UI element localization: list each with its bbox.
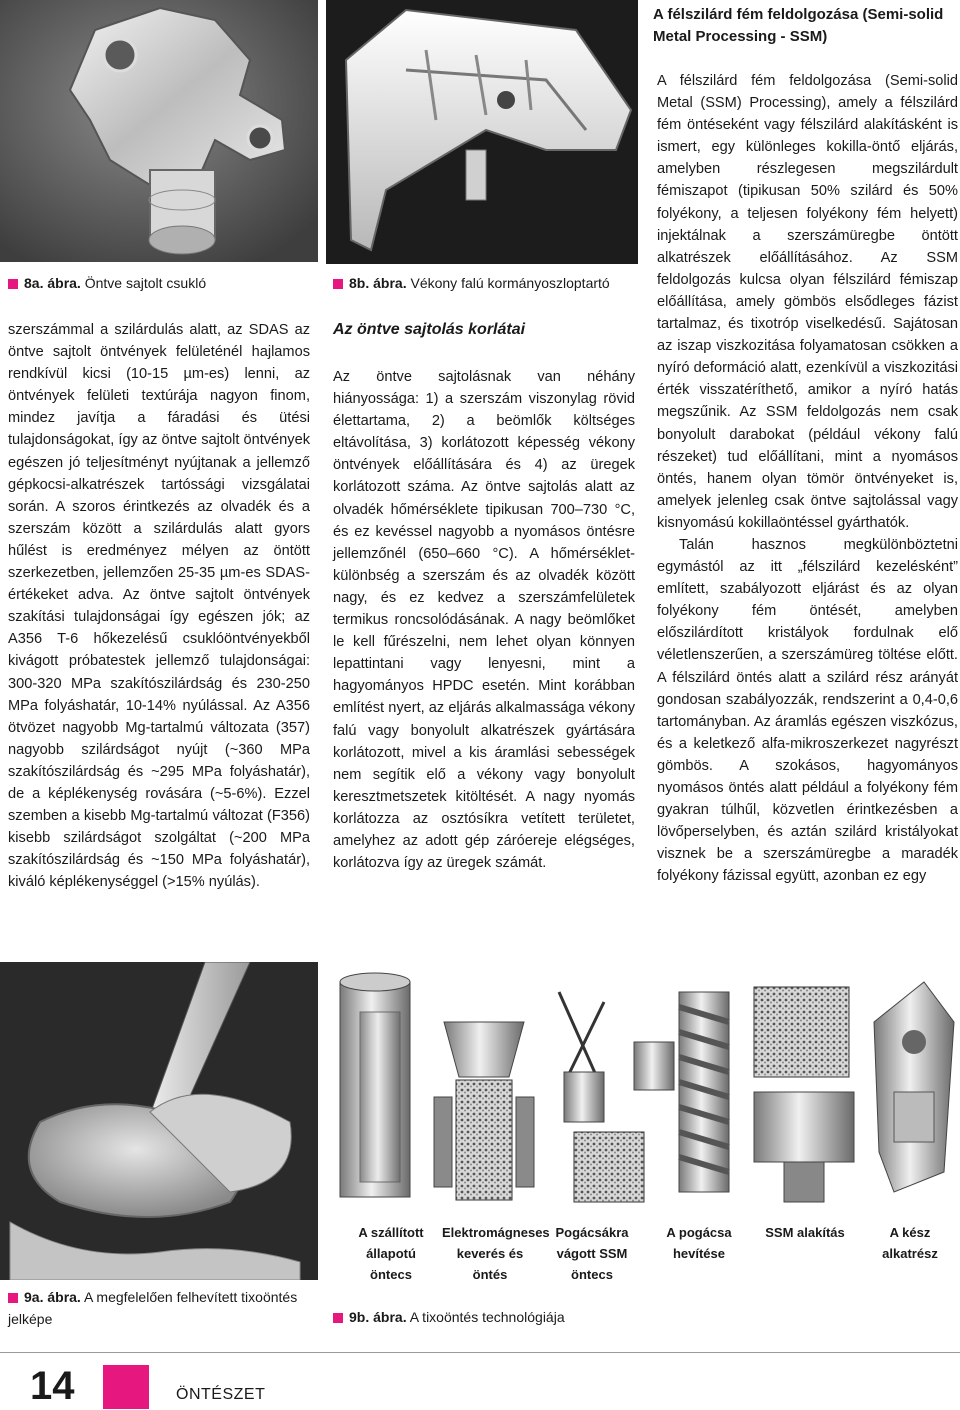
figure-9a-caption <box>8 1286 318 1330</box>
thixocasting-process-diagram <box>334 962 960 1212</box>
figure-8a-photo <box>0 0 318 262</box>
stage-heating-graphic <box>679 992 729 1192</box>
footer-divider <box>0 1352 960 1353</box>
figure-8a-label: 8a. ábra. <box>24 275 81 291</box>
body-paragraph: szerszámmal a szilárdulás alatt, az SDAS az öntve sajtolt öntvények felületénél hajlamos rendkívül kicsi (10-15 µm-es) lenni, az öntvények felületi textúrája nagyon finom, mindez javítja a fáradási és ütési tulajdonságokat, így az öntve sajtolt öntvények egészen jó teljesítményt nyújtanak a jellemző gépkocsi-alkatrészek tartóssági vizsgálatai során. A szoros érintkezés az olvadék és a szerszám között a szilárdulás alatt gyors hűlést is eredményez mélyen az öntött szerkezetben, jellemzően 25-35 µm-es SDAS-értékeket adva. Az öntve sajtolt öntvények szakítási tulajdonságai így egészen jók; az A356 T-6 hőkezelésű csuklóöntvényekből kivágott próbatestek jellemző tulajdonságai: 300-320 MPa szakítószilárdság és 230-250 MPa folyáshatár, 10-14% nyúlással. Az A356 ötvözet nagyobb Mg-tartalmú változata (357) nagyobb szilárdságot nyújt (~360 MPa szakítószilárdság és ~295 MPa folyáshatár), de a képlékenység rovására (~5-6%). Ezzel szemben a kisebb Mg-tartalmú változat (F356) kisebb szilárdságot szolgáltat (~200 MPa szakítószilárdság és ~150 MPa folyáshatár), kiváló képlékenységgel (>15% nyúlás). <box>8 322 310 891</box>
stage-finished-part-graphic <box>874 982 954 1192</box>
process-stage-label-6: A kész alkatrész <box>882 1225 938 1261</box>
body-paragraph: Az öntve sajtolásnak van néhány hiányossága: 1) a szerszám viszonylag rövid élettartama, 2) a beömlők költséges eltávolítása, 3) korlátozott képesség vékony öntvények előállítására és 4) az üregek korlátozott száma. Az öntve sajtolás alatt az olvadék hőmérséklete tipikusan 700–730 °C, és ez kevéssel nagyobb a nyomásos öntésre jellemzőnél (650–660 °C). A hőmérséklet-különbség a szerszám és az olvadék között nagy, és ez kedvez a szerszámfelületek termikus roncsolódásának. A nagy beömlőket le kell fűrészelni, nem lehet olyan könnyen lepattintani vagy lenyesni, mint a hagyományos HPDC esetén. Mint korábban említést nyert, az eljárás alkalmassága vékony falú vagy bonyolult alkatrészek gyártására korlátozott, mivel a kis áramlási sebességek nem segítik elő a vékony vagy bonyolult keresztmetszetek kitöltését. A nagy nyomás korlátozza az osztósíkra vetített területet, amelyhez az adott gép záróereje elégséges, korlátozva így az üregek számát. <box>333 369 635 872</box>
footer-accent-block <box>103 1365 149 1409</box>
caption-marker-icon <box>333 279 343 289</box>
process-stage-label-5: SSM alakítás <box>765 1225 845 1240</box>
thixocasting-cut-billet-image <box>0 962 318 1280</box>
figure-8b-caption-text: Vékony falú kormányoszloptartó <box>410 275 610 291</box>
section-subheading: Az öntve sajtolás korlátai <box>333 321 526 338</box>
caption-marker-icon <box>8 279 18 289</box>
figure-9b-caption-text: A tixoöntés technológiája <box>409 1309 565 1325</box>
page-header-title: A félszilárd fém feldolgozása (Semi-solid Metal Processing - SSM) <box>653 6 944 45</box>
caption-marker-icon <box>333 1313 343 1323</box>
stage-stirring-graphic <box>434 1022 534 1200</box>
figure-8b-label: 8b. ábra. <box>349 275 407 291</box>
figure-9a-caption-text: A megfelelően felhevített tixoöntés jelképe <box>8 1289 298 1327</box>
footer-section-name: ÖNTÉSZET <box>176 1386 266 1403</box>
text-column-2 <box>333 366 635 874</box>
stage-billets-graphic <box>340 973 410 1197</box>
stage-cut-slugs-graphic <box>559 992 674 1202</box>
process-stage-label-1: A szállított állapotú öntecs <box>358 1225 424 1282</box>
figure-9b-diagram <box>334 962 960 1212</box>
figure-9b-caption <box>333 1306 753 1328</box>
knuckle-casting-image <box>0 0 318 262</box>
process-stage-label-4: A pogácsa hevítése <box>666 1225 732 1261</box>
figure-8a-caption <box>8 272 318 294</box>
page-number: 14 <box>30 1364 75 1408</box>
figure-8b-photo <box>326 0 638 264</box>
body-paragraph: A félszilárd fém feldolgozása (Semi-solid Metal (SSM) Processing), amely a félszilárd fém öntéseként vagy félszilárd alakításként is ismert, egy különleges kokilla-öntő eljárás, amelyben részlegesen megszilárdult fémiszapot (tipikusan 50% szilárd és 50% folyékony, a teljesen folyékony fém helyett) injektálnak a szerszámüregbe öntött alkatrészek előállításához. Az SSM feldolgozás kulcsa olyan félszilárd fémiszap előállítása, amely gömbös elsődleges fázist tartalmaz, és tixotróp viselkedésű. Sajátosan az iszap viszkozitása folyamatosan csökken a nyíró deformáció alatt, ezenkívül a viszkozitási érték visszatéríthető, amikor a nyíró hatás megszűnik. Az SSM feldolgozás nem csak bonyolult darabokat (például vékony falú részeket) tud előállítani, mint a nyomásos öntés, hanem olyan tömör öntvényeket is, amelyek jelenleg csak öntve sajtolással vagy kisnyomású kokillaöntéssel gyárthatók. <box>657 73 958 531</box>
steering-column-bracket-image <box>326 0 638 264</box>
process-stage-label-3: Pogácsákra vágott SSM öntecs <box>555 1225 629 1282</box>
figure-8a-caption-text: Öntve sajtolt csukló <box>84 275 207 291</box>
figure-9a-photo <box>0 962 318 1280</box>
figure-9a-label: 9a. ábra. <box>24 1289 81 1305</box>
text-column-1 <box>8 319 310 893</box>
figure-8b-caption <box>333 272 643 294</box>
caption-marker-icon <box>8 1293 18 1303</box>
figure-9b-label: 9b. ábra. <box>349 1309 407 1325</box>
text-column-3 <box>657 70 958 887</box>
process-stage-label-2: Elektromágneses keverés és öntés <box>442 1225 550 1282</box>
stage-ssm-forming-graphic <box>754 987 854 1202</box>
body-paragraph: Talán hasznos megkülönböztetni egymástól az itt „félszilárd kezelésként” említett, szabályozott eljárást és az olyan folyékony fém öntését, amelyben előszilárdított kristályok fordulnak elő véletlenszerűen, a szerszámüreg töltése előtt. A félszilárd öntés alatt a szilárd rész arányát gondosan szabályozzák, rendszerint a 0,4-0,6 tartományban. Az áramlás egészen viszkózus, és a keletkező alfa-mikroszerkezet nagyrészt gömbös. A szokásos, hagyományos nyomásos öntés alatt például a folyékony fém gyakran túlhűl, közvetlen érintkezésben a lövőperselyben, és aztán szilárd kristályokat visznek be a szerszámüregbe a maradék folyékony fázissal együtt, azonban ez egy <box>657 536 958 885</box>
